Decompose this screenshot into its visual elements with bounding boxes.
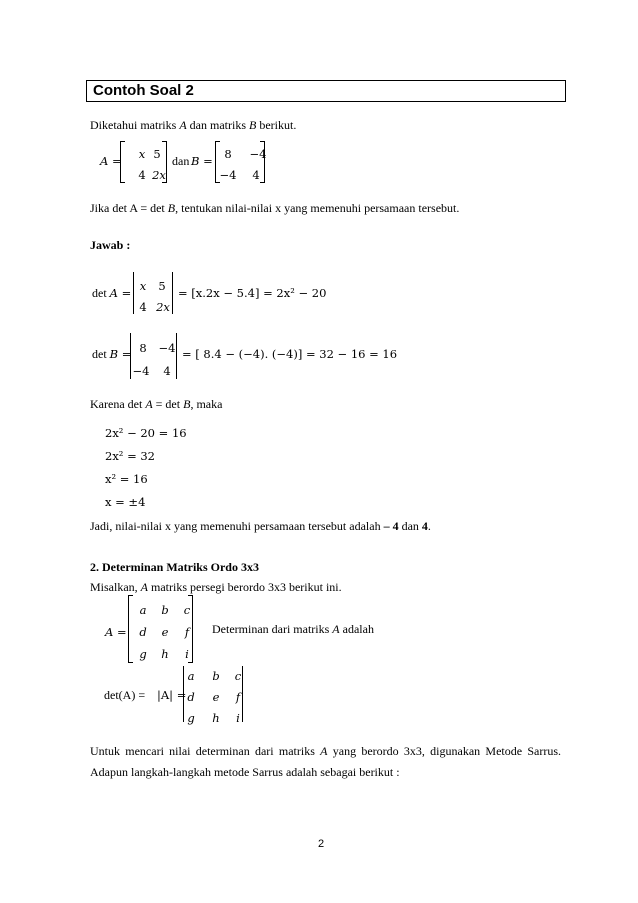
det3-cell: e [212, 690, 220, 704]
matrix3-cell: e [161, 625, 169, 639]
det-a-cell: 2x [156, 300, 170, 314]
det-b-label: det B = [92, 347, 132, 361]
det-a-cell: 4 [139, 300, 147, 314]
intro-var-a: A [179, 118, 187, 132]
question-text: Jika det A = det B, tentukan nilai-nilai x yang memenuhi persamaan tersebut. [90, 201, 460, 215]
step-line: 2x² − 20 = 16 [105, 426, 187, 440]
misal-text: Misalkan, A matriks persegi berordo 3x3 berikut ini. [90, 580, 342, 594]
sarrus-line-1: Untuk mencari nilai determinan dari matriks A yang berordo 3x3, digunakan Metode Sarrus. [90, 744, 561, 758]
heading-box [86, 80, 566, 102]
matrix3-label: A = [105, 625, 127, 639]
matrix3-cell: h [161, 647, 169, 661]
det-b-cell: 8 [139, 341, 147, 355]
det-b-cell: −4 [132, 364, 150, 378]
matrix-b-right-bracket [260, 141, 265, 183]
matrix3-cell: d [139, 625, 147, 639]
det-b-result: = [ 8.4 − (−4). (−4)] = 32 − 16 = 16 [182, 347, 398, 361]
matrix-a-cell: 2x [152, 168, 166, 182]
matrix3-cell: i [185, 647, 189, 661]
det3-right-bar [242, 666, 243, 722]
det3-cell: g [187, 711, 195, 725]
det3-cell: f [235, 690, 241, 704]
matrix3-cell: c [183, 603, 191, 617]
matrix3-cell: g [139, 647, 147, 661]
matrix-b-cell: −4 [219, 168, 237, 182]
dan-text: dan [172, 154, 190, 168]
matrix3-cell: a [139, 603, 147, 617]
conclusion-text: Jadi, nilai-nilai x yang memenuhi persamaan tersebut adalah – 4 dan 4. [90, 519, 431, 533]
det3-label: det(A) = [104, 688, 146, 702]
karena-text: Karena det A = det B, maka [90, 397, 223, 411]
intro-part: dan matriks [186, 118, 249, 132]
jawab-label: Jawab : [90, 238, 131, 252]
det3-cell: c [234, 669, 242, 683]
sarrus-line-2: Adapun langkah-langkah metode Sarrus adalah sebagai berikut : [90, 765, 400, 779]
det-a-cell: 5 [158, 279, 166, 293]
det-a-cell: x [139, 279, 147, 293]
matrix-a-cell: 5 [153, 147, 161, 161]
heading-title: Contoh Soal 2 [93, 82, 194, 99]
det-a-result: = [x.2x − 5.4] = 2x² − 20 [178, 286, 327, 300]
matrix-a-right-bracket [162, 141, 167, 183]
page-number: 2 [318, 838, 325, 850]
matrix-b-cell: 8 [224, 147, 232, 161]
matrix3-right-bracket [188, 595, 193, 663]
matrix3-cell: b [161, 603, 169, 617]
step-line: x = ±4 [105, 495, 146, 509]
matrix-a-left-bracket [120, 141, 125, 183]
intro-part: berikut. [256, 118, 297, 132]
det-a-right-bar [172, 272, 173, 314]
determinant-description: Determinan dari matriks A adalah [212, 622, 374, 636]
section-title: 2. Determinan Matriks Ordo 3x3 [90, 560, 259, 574]
step-line: 2x² = 32 [105, 449, 155, 463]
det3-cell: h [212, 711, 220, 725]
matrix3-cell: f [184, 625, 190, 639]
det3-abs-label: |A| = [157, 688, 187, 702]
det3-cell: a [187, 669, 195, 683]
intro-part: Diketahui matriks [90, 118, 180, 132]
matrix-b-label: B = [191, 154, 213, 168]
det-b-right-bar [176, 333, 177, 379]
det-a-label: det A = [92, 286, 132, 300]
matrix-a-cell: 4 [138, 168, 146, 182]
matrix-a-label: A = [100, 154, 122, 168]
intro-var-b: B [249, 118, 257, 132]
matrix-a-cell: x [138, 147, 146, 161]
matrix-b-cell: 4 [252, 168, 260, 182]
step-line: x² = 16 [105, 472, 148, 486]
det-b-cell: −4 [158, 341, 176, 355]
det3-cell: d [187, 690, 195, 704]
det3-cell: b [212, 669, 220, 683]
matrix-b-cell: −4 [249, 147, 267, 161]
intro-text [90, 118, 296, 133]
det3-cell: i [236, 711, 240, 725]
det-b-cell: 4 [163, 364, 171, 378]
